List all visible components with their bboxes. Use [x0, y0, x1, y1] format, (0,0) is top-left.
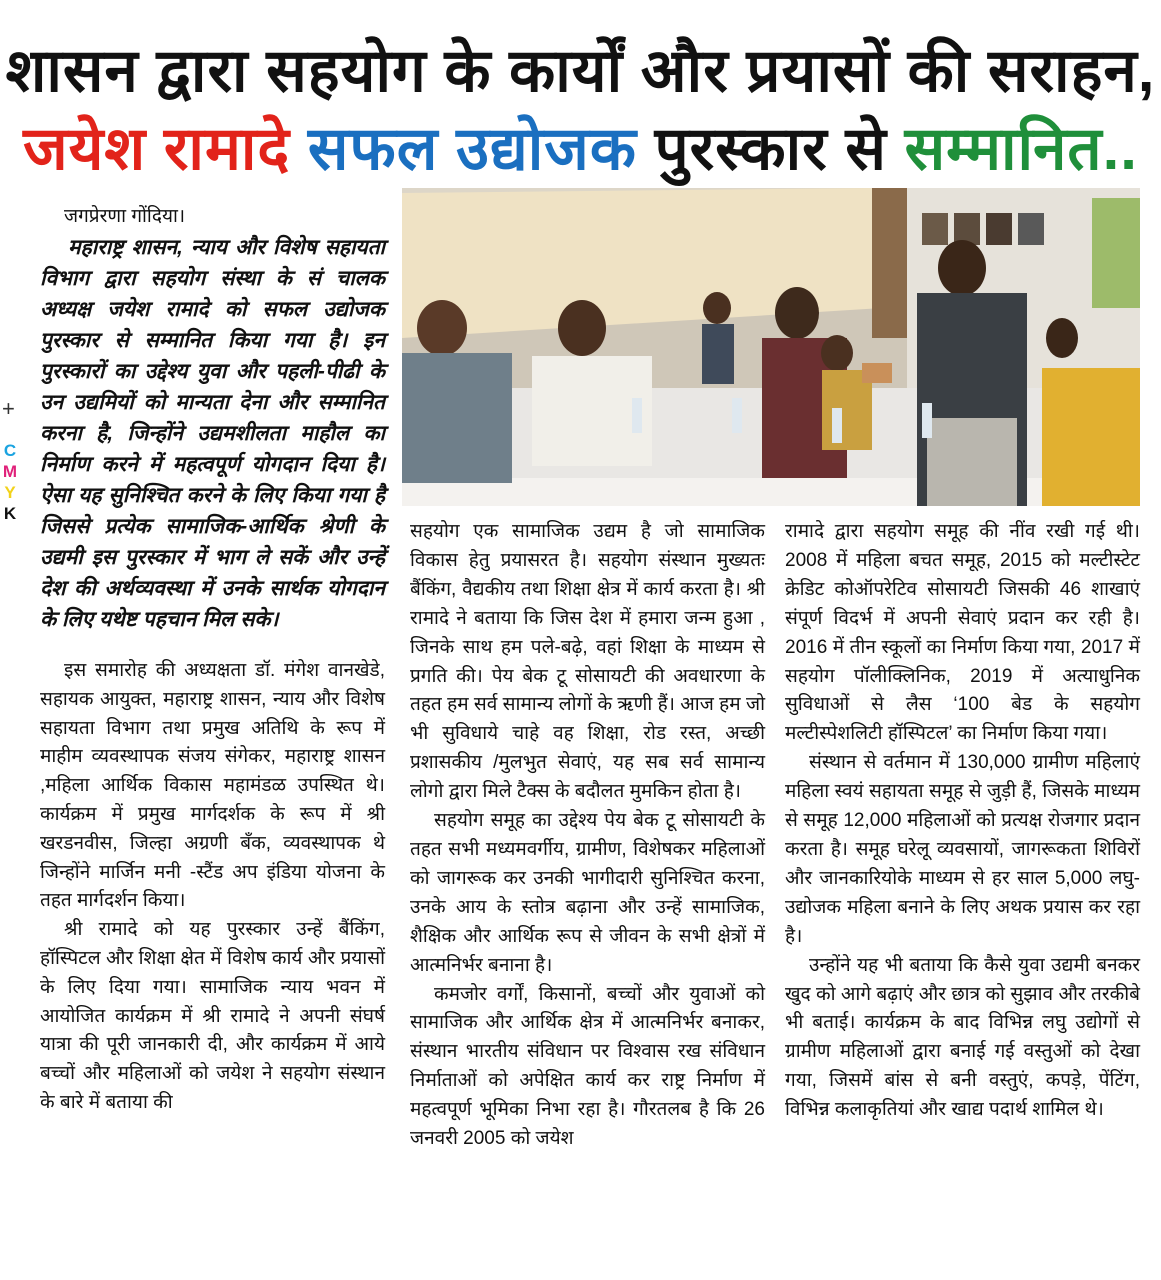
headline-name: जयेश रामादे — [23, 115, 308, 182]
person-seated-1 — [402, 353, 512, 483]
paragraph: उन्होंने यह भी बताया कि कैसे युवा उद्यमी बनकर खुद को आगे बढ़ाएं और छात्र को सुझाव और तरकीबे भी बताई। कार्यक्रम के बाद विभिन्न लघु उद्योगों से ग्रामीण महिलाओं द्वारा बनाई गई वस्तुओं को देखा गया, जिसमें बांस से बनी वस्तुएं, कपड़े, पेंटिंग, विभिन्न कलाकृतियां और खाद्य पदार्थ शामिल थे। — [785, 954, 1140, 1121]
headline-honored: सम्मानित.. — [904, 115, 1138, 182]
mark-c: C — [3, 441, 17, 460]
headline-award: सफल उद्योजक — [307, 115, 655, 182]
paragraph: कमजोर वर्गों, किसानों, बच्चों और युवाओं को सामाजिक और आर्थिक क्षेत्र में आत्मनिर्भर बनाकर, संस्थान भारतीय संविधान पर विश्वास रख संविधान निर्माताओं को अपेक्षित कार्य कर राष्ट्र निर्माण में महत्वपूर्ण भूमिका निभा रहा है। गौरतलब है कि 26 जनवरी 2005 को जयेश — [410, 983, 765, 1150]
lead-paragraph: महाराष्ट्र शासन, न्याय और विशेष सहायता विभाग द्वारा सहयोग संस्था के सं चालक अध्यक्ष जयेश रामादे को सफल उद्योजक पुरस्कार से सम्मानित किया गया है। इन पुरस्कारों का उद्देश्य युवा और पहली-पीढी के उन उद्यमियों को मान्यता देना और सम्मानित करना है, जिन्होंने उद्यमशीलता माहौल का निर्माण करने में महत्वपूर्ण योगदान दिया है। ऐसा यह सुनिश्चित करने के लिए किया गया है जिससे प्रत्येक सामाजिक-आर्थिक श्रेणी के उद्यमी इस पुरस्कार में भाग ले सकें और उन्हें देश की अर्थव्यवस्था में उनके सार्थक योगदान के लिए यथेष्ट पहचान मिल सके। — [40, 236, 385, 631]
podium — [1042, 368, 1140, 506]
dateline: जगप्रेरणा गोंदिया। — [64, 206, 186, 227]
registration-mark-icon: + — [2, 396, 15, 421]
right-column — [785, 518, 1140, 1125]
paragraph: इस समारोह की अध्यक्षता डॉ. मंगेश वानखेडे, सहायक आयुक्त, महाराष्ट्र शासन, न्याय और विशेष सहायता विभाग तथा प्रमुख अतिथि के रूप में माहीम व्यवस्थापक संजय संगेकर, महाराष्ट्र शासन ,महिला आर्थिक विकास महामंडळ उपस्थित थे। कार्यक्रम में प्रमुख मार्गदर्शक के रूप में श्री खरडनवीस, जिल्हा अग्रणी बँक, व्यवस्थापक थे जिन्होंने मार्जिन मनी -स्टैंड अप इंडिया योजना के तहत मार्गदर्शन किया। — [40, 660, 385, 912]
paragraph: संस्थान से वर्तमान में 130,000 ग्रामीण महिलाएं महिला स्वयं सहायता समूह से जुड़ी हैं, जिसके माध्यम से समूह 12,000 महिलाओं को प्रत्यक्ष रोजगार प्रदान करता है। समूह घरेलू व्यवसायों, जागरूकता शिविरों और जानकारियोके माध्यम से हर साल 5,000 लघु-उद्योजक महिला बनाने के लिए अथक प्रयास कर रहा है। — [785, 752, 1140, 947]
bouquet — [862, 363, 892, 383]
portrait-frame — [922, 213, 948, 245]
photo-illustration — [402, 188, 1140, 506]
wall-map — [1092, 198, 1140, 308]
mark-m: M — [2, 462, 18, 481]
middle-column — [410, 518, 765, 1154]
paragraph: सहयोग समूह का उद्देश्य पेय बेक टू सोसायटी के तहत सभी मध्यमवर्गीय, ग्रामीण, विशेषकर महिलाओं को जागरूक कर उनकी भागीदारी सुनिश्चित करना, उनके आय के स्तोत्र बढ़ाना और उन्हें सामाजिक, शैक्षिक और आर्थिक रूप से जीवन के सभी क्षेत्रों में आत्मनिर्भर बनाना है। — [410, 810, 765, 976]
paragraph: श्री रामादे को यह पुरस्कार उन्हें बैंकिंग, हॉस्पिटल और शिक्षा क्षेत में विशेष कार्य और प्रयासों के लिए दिया गया। सामाजिक न्याय भवन में आयोजित कार्यक्रम में श्री रामादे ने अपनी संघर्ष यात्रा की पूरी जानकारी दी, और कार्यक्रम में आये बच्चों और महिलाओं को जयेश ने सहयोग संस्थान के बारे में बताया की — [40, 919, 385, 1113]
mark-k: K — [3, 504, 17, 523]
award-ceremony-photo — [402, 188, 1140, 506]
headline-line-2 — [0, 114, 1161, 184]
left-column — [40, 202, 385, 1118]
headline-line-1: शासन द्वारा सहयोग के कार्यों और प्रयासों की सराहन, — [5, 37, 1156, 104]
cmyk-marks — [0, 440, 20, 524]
paragraph: रामादे द्वारा सहयोग समूह की नींव रखी गई थी। 2008 में महिला बचत समूह, 2015 को मल्टीस्टेट क्रेडिट कोऑपरेटिव सोसायटी जिसकी 46 शाखाएं संपूर्ण विदर्भ में अपनी सेवाएं प्रदान कर रही है। 2016 में तीन स्कूलों का निर्माण किया गया, 2017 में सहयोग पॉलीक्लिनिक, 2019 में अत्याधुनिक सुविधाओं से लैस ‘100 बेड के सहयोग मल्टीस्पेशलिटी हॉस्पिटल’ का निर्माण किया गया। — [785, 521, 1140, 745]
mark-y: Y — [4, 483, 16, 502]
paragraph: सहयोग एक सामाजिक उद्यम है जो सामाजिक विकास हेतु प्रयासरत है। सहयोग संस्थान मुख्यतः बैंकिंग, वैद्यकीय तथा शिक्षा क्षेत्र में कार्य करता है। श्री रामादे ने बताया कि जिस देश में हमारा जन्म हुआ , जिनके साथ हम पले-बढ़े, वहां शिक्षा के माध्यम से प्रगति की। पेय बेक टू सोसायटी की अवधारणा के तहत हम सर्व सामान्य लोगों के ऋणी हैं। आज हम जो भी सुविधाये चाहे वह शिक्षा, रोड रस्त, अच्छी प्रशासकीय /मुलभुत सेवाएं, यह सब सर्व सामान्य लोगो द्वारा मिले टैक्स के बदौलत मुमकिन होता है। — [410, 521, 765, 803]
headline-puraskar: पुरस्कार से — [654, 115, 905, 182]
